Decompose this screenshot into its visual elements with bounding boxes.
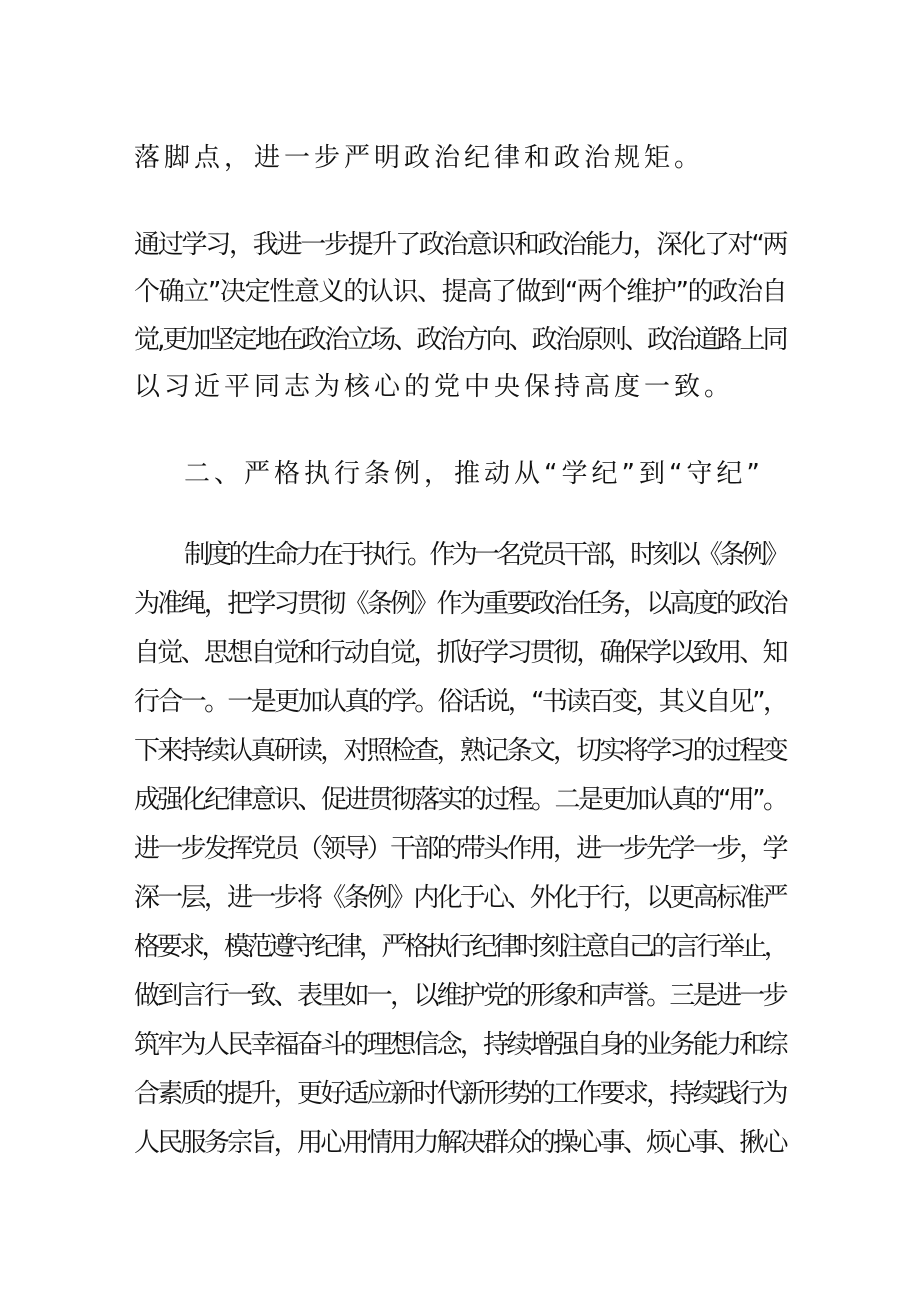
text-line: 以习近平同志为核心的党中央保持高度一致。: [134, 372, 735, 402]
section-heading: 二、严格执行条例，推动从“学纪”到“守纪”: [184, 459, 764, 489]
text-line: 觉,更加坚定地在政治立场、政治方向、政治原则、政治道路上同: [134, 325, 786, 355]
text-line: 个确立”决定性意义的认识、提高了做到“两个维护”的政治自: [134, 277, 787, 307]
text-line: 成强化纪律意识、促进贯彻落实的过程。二是更加认真的“用”。: [134, 785, 787, 815]
text-line: 深一层，进一步将《条例》内化于心、外化于行，以更高标准严: [134, 883, 786, 913]
text-line: 为准绳，把学习贯彻《条例》作为重要政治任务，以高度的政治: [134, 589, 786, 619]
text-line: 通过学习，我进一步提升了政治意识和政治能力，深化了对“两: [134, 230, 787, 260]
text-line: 自觉、思想自觉和行动自觉，抓好学习贯彻，确保学以致用、知: [134, 638, 786, 668]
text-line: 人民服务宗旨，用心用情用力解决群众的操心事、烦心事、揪心: [134, 1128, 786, 1158]
text-line: 制度的生命力在于执行。作为一名党员干部，时刻以《条例》: [184, 540, 787, 570]
text-line: 下来持续认真研读，对照检查，熟记条文，切实将学习的过程变: [134, 736, 786, 766]
text-line: 合素质的提升，更好适应新时代新形势的工作要求，持续践行为: [134, 1079, 786, 1109]
text-line: 格要求，模范遵守纪律，严格执行纪律时刻注意自己的言行举止，: [134, 932, 787, 962]
text-line: 行合一。一是更加认真的学。俗话说，“书读百变，其义自见”，: [134, 687, 787, 717]
text-line: 筑牢为人民幸福奋斗的理想信念，持续增强自身的业务能力和综: [134, 1030, 786, 1060]
text-line: 落脚点，进一步严明政治纪律和政治规矩。: [134, 143, 705, 173]
text-line: 进一步发挥党员（领导）干部的带头作用，进一步先学一步，学: [134, 834, 786, 864]
text-line: 做到言行一致、表里如一，以维护党的形象和声誉。三是进一步: [134, 981, 786, 1011]
